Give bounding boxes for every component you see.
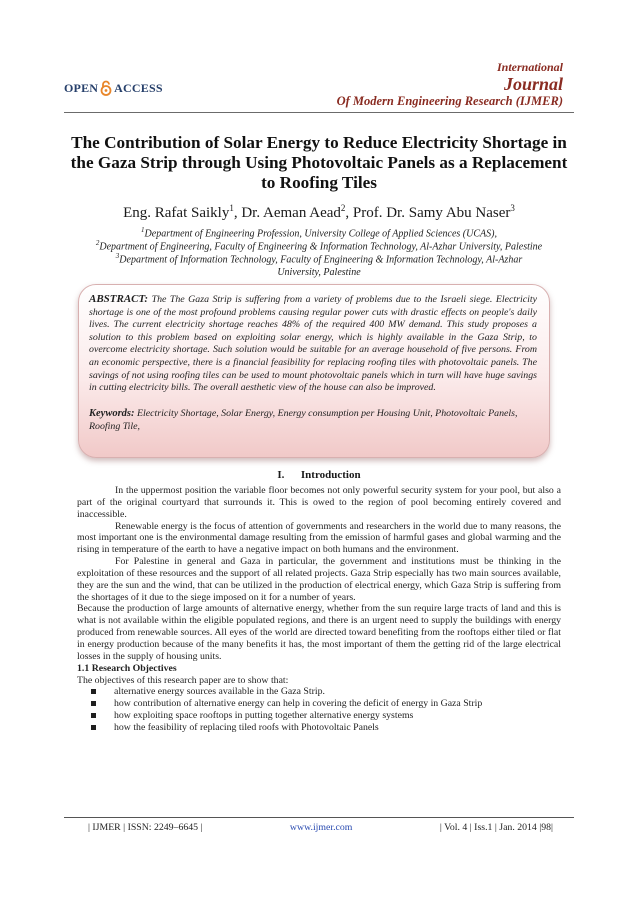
- author-3: Prof. Dr. Samy Abu Naser: [352, 205, 511, 221]
- list-item: how exploiting space rooftops in putting together alternative energy systems: [91, 710, 561, 722]
- header-rule: [64, 112, 574, 113]
- footer-rule: [64, 817, 574, 818]
- introduction-body: [77, 485, 561, 734]
- author-list: Eng. Rafat Saikly$^1$, Dr. Aeman Aead$^2$, Prof. Dr. Samy Abu Naser$^3$: [123, 203, 515, 221]
- affiliation-2-text: Department of Engineering, Faculty of Engineering & Information Technology, Al-Azhar University, Palestine: [99, 241, 543, 253]
- journal-line-journal: Journal: [503, 74, 563, 94]
- affiliation-3-sup: 3: [115, 252, 120, 260]
- affiliation-1-text: Department of Engineering Profession, University College of Applied Sciences (UCAS),: [144, 228, 497, 240]
- author-1-sup: 1: [229, 203, 234, 213]
- section-heading: I. Introduction: [277, 469, 361, 481]
- open-access-left-text: OPEN: [64, 80, 99, 95]
- paragraph-1: In the uppermost position the variable floor becomes not only powerful security system for your pool, but also a part of the original courtyard that surrounds it. This is owed to the region of pool becoming entirely covered and inaccessible.: [77, 485, 561, 520]
- author-2: Dr. Aeman Aead: [241, 205, 341, 221]
- affiliation-3-text: Department of Information Technology, Faculty of Engineering & Information Technology, Al-Azhar University, Palestine: [119, 254, 523, 279]
- footer-website-link[interactable]: www.ijmer.com: [289, 822, 353, 833]
- paragraph-2: Renewable energy is the focus of attention of governments and researchers in the world due to many reasons, the most important one is the environmental damage resulting from the emission of harmful gases and global warming and the rising in temperature of the earth to have a negative impact on both humans and the environment.: [77, 520, 561, 556]
- keywords: [89, 407, 537, 433]
- open-access-lock-icon: [100, 80, 112, 96]
- keywords-text: Electricity Shortage, Solar Energy, Energy consumption per Housing Unit, Photovoltaic Panels, Roofing Tile,: [89, 407, 518, 432]
- footer-volume-page: | Vol. 4 | Iss.1 | Jan. 2014 |98|: [439, 822, 553, 833]
- page-footer: [88, 822, 553, 833]
- affiliation-1-sup: 1: [141, 226, 145, 234]
- objectives-intro: The objectives of this research paper are to show that:: [77, 674, 289, 686]
- author-2-sup: 2: [340, 203, 346, 213]
- author-1: Eng. Rafat Saikly: [123, 205, 230, 221]
- journal-line-name: Of Modern Engineering Research (IJMER): [336, 94, 563, 108]
- paper-title: The Contribution of Solar Energy to Reduce Electricity Shortage in the Gaza Strip through Using Photovoltaic Panels as a Replacement to Roofing Tiles: [70, 133, 568, 192]
- abstract-label: ABSTRACT:: [89, 293, 149, 305]
- list-item: how the feasibility of replacing tiled roofs with Photovoltaic Panels: [91, 722, 561, 734]
- affiliation-3: [96, 250, 542, 279]
- open-access-logo: [64, 80, 163, 96]
- abstract-box: [78, 284, 550, 458]
- keywords-label: Keywords:: [89, 407, 135, 419]
- abstract-text: The The Gaza Strip is suffering from a variety of problems due to the Israeli siege. Electricity shortage is one of the most profound problems causing regular power cuts with drastic effects on people's daily lives. The current electricity shortage reaches 48% of the required 400 MW demand. This study proposes a solution to this problem based on exploiting solar energy, which is highly available in the Gaza Strip, to overcome electricity shortage. Such solution would be suitable for an average household of five persons. From an economic perspective, there is a financial feasibility for replacing roofing tiles with photovoltaic panels. The savings of not using roofing tiles can be used to mount photovoltaic panels which in turn will have huge savings in cutting electricity bills. The overall aesthetic view of the house can also be improved.: [89, 294, 538, 394]
- list-item: how contribution of alternative energy can help in covering the deficit of energy in Gaza Strip: [91, 698, 561, 710]
- affiliation-2-sup: 2: [95, 239, 100, 247]
- objectives-list: [77, 686, 561, 733]
- abstract: [89, 293, 537, 395]
- footer-issn: | IJMER | ISSN: 2249–6645 |: [88, 822, 203, 833]
- journal-line-international: International: [496, 60, 563, 74]
- paragraph-4: Because the production of large amounts of alternative energy, whether from the sun require large tracts of land and this is what is not available within the eligible populated regions, and there is an urgent need to supply the buildings with energy produced from renewable sources. All eyes of the world are directed toward benefiting from the rooftops either tiled or flat in energy production because of the many benefits it has, the most important of them the getting rid of the large electrical losses in the supply of housing units.: [77, 603, 561, 662]
- author-3-sup: 3: [510, 203, 515, 213]
- subsection-heading: 1.1 Research Objectives: [77, 662, 177, 674]
- list-item: alternative energy sources available in the Gaza Strip.: [91, 686, 561, 698]
- open-access-right-text: ACCESS: [114, 80, 163, 95]
- paragraph-3: For Palestine in general and Gaza in particular, the government and institutions must be thinking in the exploitation of these resources and the support of all related projects. Gaza Strip especially has two main sources available, they are the sun and the wind, that can be utilized in the production of electrical energy, which Gaza Strip is suffering from the shortages of it due to the siege imposed on it for a number of years.: [77, 556, 561, 603]
